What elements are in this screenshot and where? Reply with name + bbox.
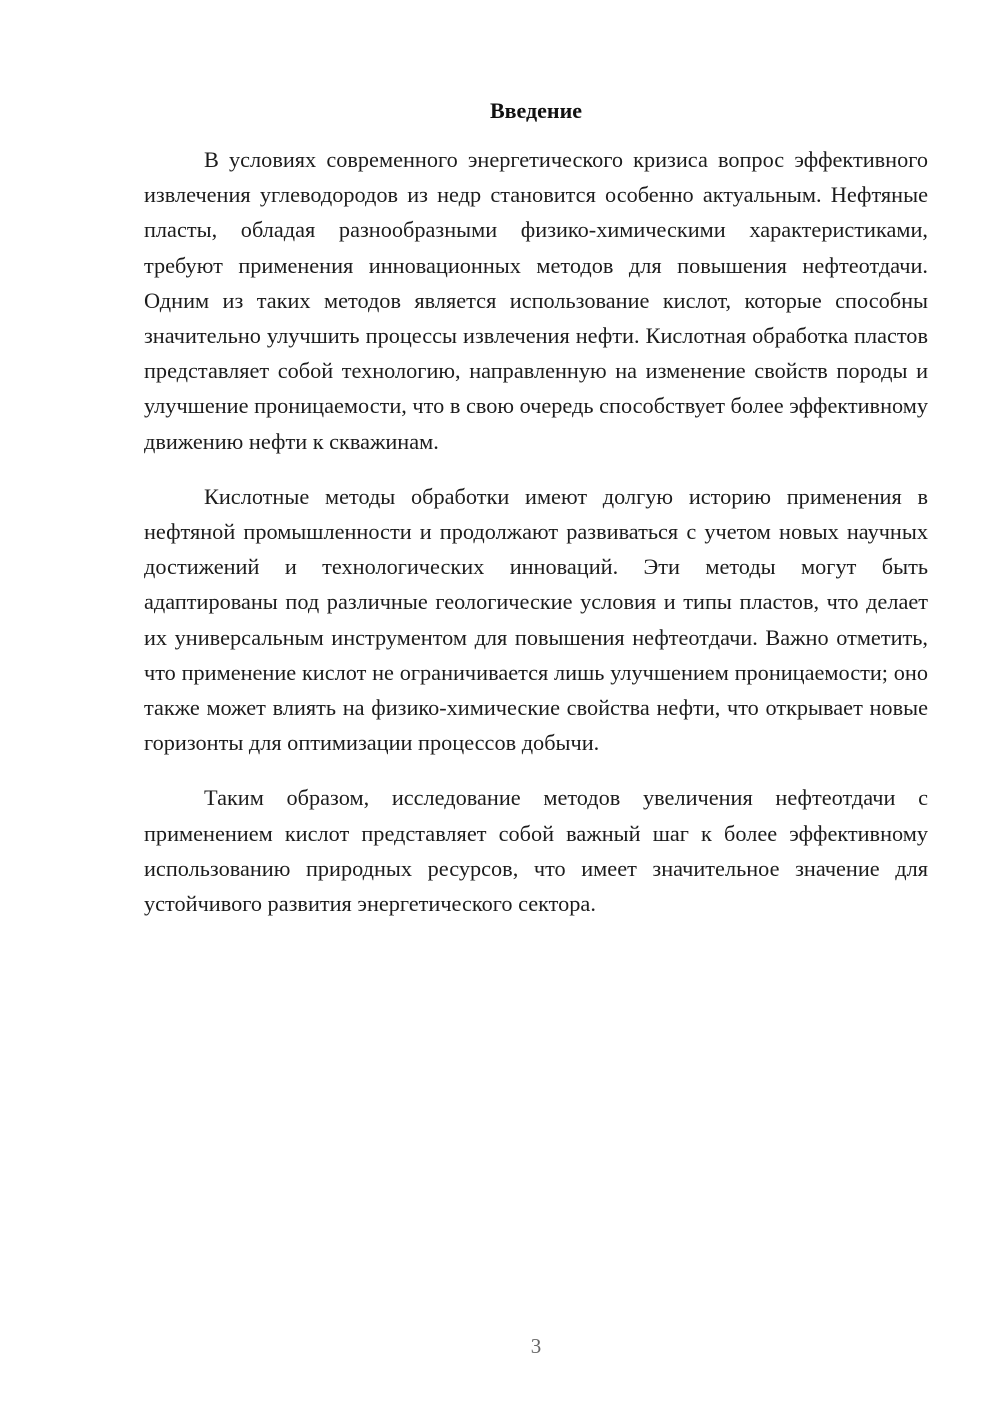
page-number: 3 (530, 1334, 542, 1358)
paragraph-3: Таким образом, исследование методов увеличения нефтеотдачи с применением кислот представляет собой важный шаг к более эффективному использованию природных ресурсов, что имеет значительное значение для устойчивого развития энергетического сектора. (144, 785, 928, 917)
section-title: Введение (489, 98, 583, 123)
body-text (144, 142, 928, 941)
paragraph-2: Кислотные методы обработки имеют долгую историю применения в нефтяной промышленности и продолжают развиваться с учетом новых научных достижений и технологических инноваций. Эти методы могут быть адаптированы под различные геологические условия и типы пластов, что делает их универсальным инструментом для повышения нефтеотдачи. Важно отметить, что применение кислот не ограничивается лишь улучшением проницаемости; оно также может влиять на физико-химические свойства нефти, что открывает новые горизонты для оптимизации процессов добычи. (144, 483, 928, 756)
paragraph-1: В условиях современного энергетического кризиса вопрос эффективного извлечения углеводородов из недр становится особенно актуальным. Нефтяные пласты, обладая разнообразными физико-химическими характеристиками, требуют применения инновационных методов для повышения нефтеотдачи. Одним из таких методов является использование кислот, которые способны значительно улучшить процессы извлечения нефти. Кислотная обработка пластов представляет собой технологию, направленную на изменение свойств породы и улучшение проницаемости, что в свою очередь способствует более эффективному движению нефти к скважинам. (144, 147, 928, 454)
